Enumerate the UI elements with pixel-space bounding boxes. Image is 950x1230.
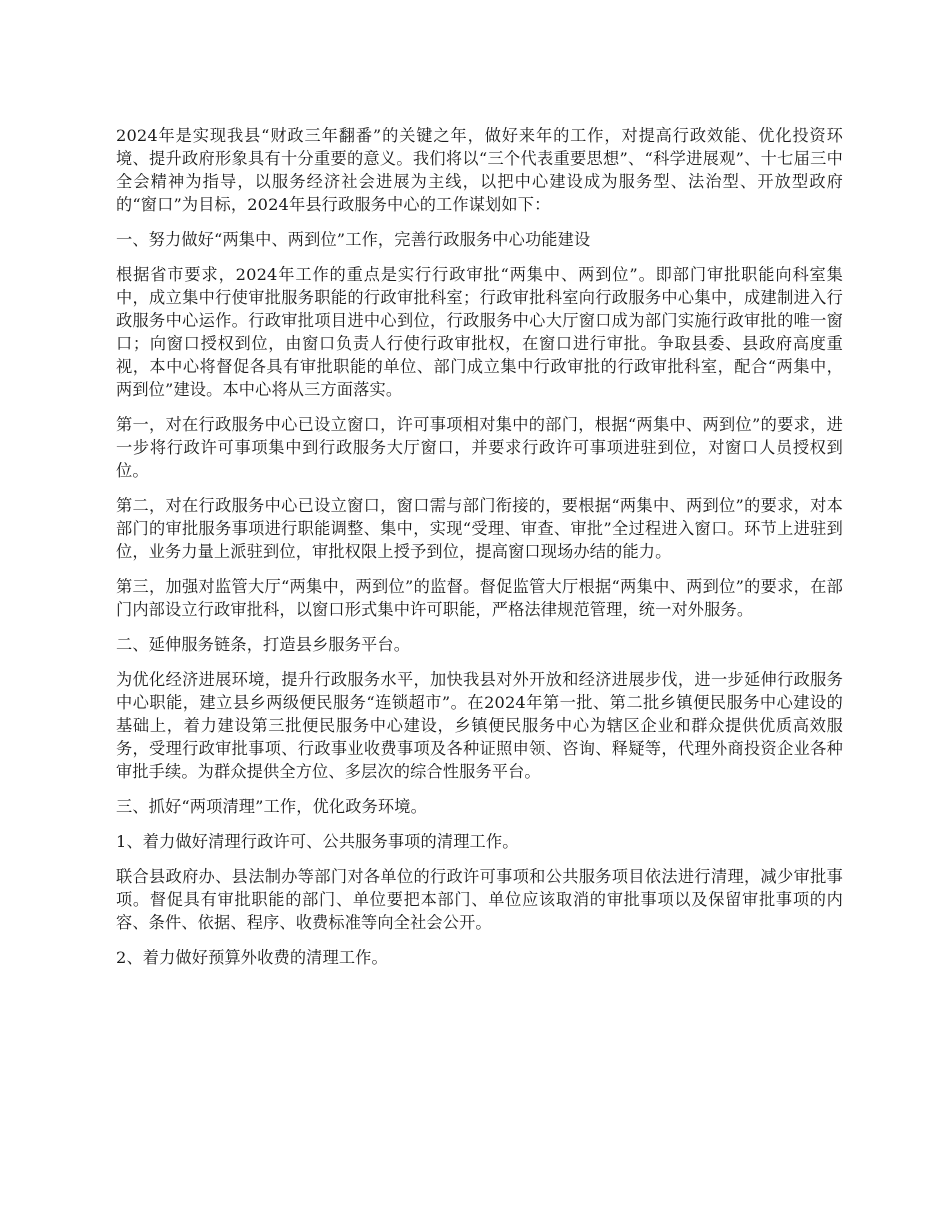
subsection-heading-3-1: 1、着力做好清理行政许可、公共服务事项的清理工作。 (116, 832, 519, 851)
section-heading-2: 二、延伸服务链条，打造县乡服务平台。 (116, 635, 411, 654)
section-heading-1: 一、努力做好“两集中、两到位”工作，完善行政服务中心功能建设 (116, 230, 591, 249)
section-1-point-3: 第三，加强对监管大厅“两集中，两到位”的监督。督促监管大厅根据“两集中、两到位”的要求，在部门内部设立行政审批科，以窗口形式集中许可职能，严格法律规范管理，统一对外服务。 (116, 577, 843, 619)
section-1-point-1: 第一，对在行政服务中心已设立窗口，许可事项相对集中的部门，根据“两集中、两到位”的要求，进一步将行政许可事项集中到行政服务大厅窗口，并要求行政许可事项进驻到位，对窗口人员授权到位。 (116, 415, 843, 480)
intro-paragraph: 2024年是实现我县“财政三年翻番”的关键之年，做好来年的工作，对提高行政效能、优化投资环境、提升政府形象具有十分重要的意义。我们将以“三个代表重要思想”、“科学进展观”、十七届三中全会精神为指导，以服务经济社会进展为主线，以把中心建设成为服务型、法治型、开放型政府的“窗口”为目标，2024年县行政服务中心的工作谋划如下： (116, 126, 843, 214)
section-1-point-2: 第二，对在行政服务中心已设立窗口，窗口需与部门衔接的，要根据“两集中、两到位”的要求，对本部门的审批服务事项进行职能调整、集中，实现“受理、审查、审批”全过程进入窗口。环节上进驻到位，业务力量上派驻到位，审批权限上授予到位，提高窗口现场办结的能力。 (116, 496, 843, 561)
section-2-paragraph: 为优化经济进展环境，提升行政服务水平，加快我县对外开放和经济进展步伐，进一步延伸行政服务中心职能，建立县乡两级便民服务“连锁超市”。在2024年第一批、第二批乡镇便民服务中心建设的基础上，着力建设第三批便民服务中心建设，乡镇便民服务中心为辖区企业和群众提供优质高效服务，受理行政审批事项、行政事业收费事项及各种证照申领、咨询、释疑等，代理外商投资企业各种审批手续。为群众提供全方位、多层次的综合性服务平台。 (116, 670, 843, 781)
section-heading-3: 三、抓好“两项清理”工作，优化政务环境。 (116, 797, 427, 816)
section-1-paragraph: 根据省市要求，2024年工作的重点是实行行政审批“两集中、两到位”。即部门审批职能向科室集中，成立集中行使审批服务职能的行政审批科室；行政审批科室向行政服务中心集中，成建制进入行政服务中心运作。行政审批项目进中心到位，行政服务中心大厅窗口成为部门实施行政审批的唯一窗口；向窗口授权到位，由窗口负责人行使行政审批权，在窗口进行审批。争取县委、县政府高度重视，本中心将督促各具有审批职能的单位、部门成立集中行政审批的行政审批科室，配合“两集中，两到位”建设。本中心将从三方面落实。 (116, 265, 843, 399)
subsection-3-1-paragraph: 联合县政府办、县法制办等部门对各单位的行政许可事项和公共服务项目依法进行清理，减少审批事项。督促具有审批职能的部门、单位要把本部门、单位应该取消的审批事项以及保留审批事项的内容、条件、依据、程序、收费标准等向全社会公开。 (116, 867, 843, 932)
subsection-heading-3-2: 2、着力做好预算外收费的清理工作。 (116, 948, 388, 967)
document-body (116, 124, 843, 981)
